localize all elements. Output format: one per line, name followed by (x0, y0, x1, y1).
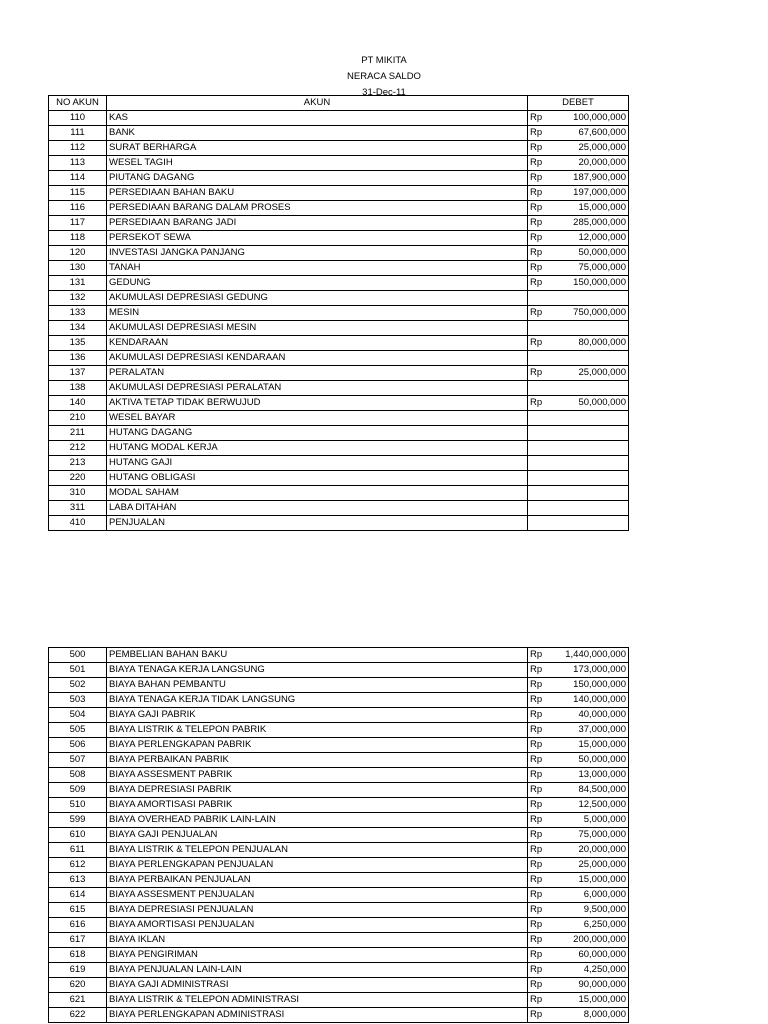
table-row (49, 276, 629, 291)
debit-amount: 6,000,000 (558, 888, 629, 903)
debit-amount: 9,500,000 (558, 903, 629, 918)
table-row (49, 723, 629, 738)
account-name: BIAYA PENGIRIMAN (107, 948, 528, 963)
account-number: 622 (49, 1008, 107, 1023)
account-number: 612 (49, 858, 107, 873)
account-name: BIAYA PERLENGKAPAN ADMINISTRASI (107, 1008, 528, 1023)
debit-amount: 173,000,000 (558, 663, 629, 678)
account-number: 508 (49, 768, 107, 783)
currency-label: Rp (528, 888, 559, 903)
account-number: 212 (49, 441, 107, 456)
account-number: 117 (49, 216, 107, 231)
table-row (49, 261, 629, 276)
table-row (49, 978, 629, 993)
debit-amount: 187,900,000 (558, 171, 629, 186)
debit-amount: 100,000,000 (558, 111, 629, 126)
currency-label: Rp (528, 723, 559, 738)
account-name: KAS (107, 111, 528, 126)
currency-label: Rp (528, 693, 559, 708)
table-row (49, 768, 629, 783)
debit-amount: 37,000,000 (558, 723, 629, 738)
currency-label: Rp (528, 648, 559, 663)
debit-amount: 285,000,000 (558, 216, 629, 231)
account-name: BIAYA DEPRESIASI PABRIK (107, 783, 528, 798)
account-name: BIAYA GAJI ADMINISTRASI (107, 978, 528, 993)
account-number: 611 (49, 843, 107, 858)
account-number: 618 (49, 948, 107, 963)
currency-label: Rp (528, 678, 559, 693)
table-row (49, 693, 629, 708)
account-name: BIAYA PERLENGKAPAN PABRIK (107, 738, 528, 753)
table-row (49, 111, 629, 126)
table-row (49, 828, 629, 843)
debit-amount: 150,000,000 (558, 276, 629, 291)
account-number: 610 (49, 828, 107, 843)
account-name: BIAYA AMORTISASI PENJUALAN (107, 918, 528, 933)
account-name: BIAYA GAJI PABRIK (107, 708, 528, 723)
table-row (49, 186, 629, 201)
account-number: 410 (49, 516, 107, 531)
table-row (49, 933, 629, 948)
debit-amount: 12,500,000 (558, 798, 629, 813)
table-row (49, 738, 629, 753)
account-name: HUTANG MODAL KERJA (107, 441, 528, 456)
table-row (49, 306, 629, 321)
debit-amount: 25,000,000 (558, 366, 629, 381)
debit-amount: 20,000,000 (558, 156, 629, 171)
account-number: 614 (49, 888, 107, 903)
account-number: 507 (49, 753, 107, 768)
account-number: 137 (49, 366, 107, 381)
debit-amount: 60,000,000 (558, 948, 629, 963)
account-number: 111 (49, 126, 107, 141)
table-row (49, 141, 629, 156)
table-row (49, 351, 629, 366)
account-number: 210 (49, 411, 107, 426)
currency-label (528, 501, 559, 516)
currency-label: Rp (528, 276, 559, 291)
account-number: 620 (49, 978, 107, 993)
currency-label: Rp (528, 903, 559, 918)
table-row (49, 708, 629, 723)
debit-amount: 50,000,000 (558, 396, 629, 411)
debit-amount: 750,000,000 (558, 306, 629, 321)
currency-label: Rp (528, 156, 559, 171)
debit-amount: 15,000,000 (558, 873, 629, 888)
debit-amount: 12,000,000 (558, 231, 629, 246)
account-number: 311 (49, 501, 107, 516)
account-number: 138 (49, 381, 107, 396)
account-name: PERSEKOT SEWA (107, 231, 528, 246)
account-name: BIAYA DEPRESIASI PENJUALAN (107, 903, 528, 918)
account-name: AKUMULASI DEPRESIASI KENDARAAN (107, 351, 528, 366)
header-debet: DEBET (528, 96, 629, 111)
account-name: PENJUALAN (107, 516, 528, 531)
account-name: AKUMULASI DEPRESIASI MESIN (107, 321, 528, 336)
account-name: AKUMULASI DEPRESIASI PERALATAN (107, 381, 528, 396)
account-name: MESIN (107, 306, 528, 321)
debit-amount: 25,000,000 (558, 858, 629, 873)
currency-label: Rp (528, 201, 559, 216)
table-row (49, 336, 629, 351)
account-number: 501 (49, 663, 107, 678)
debit-amount: 84,500,000 (558, 783, 629, 798)
account-number: 120 (49, 246, 107, 261)
account-name: INVESTASI JANGKA PANJANG (107, 246, 528, 261)
account-name: HUTANG GAJI (107, 456, 528, 471)
account-name: BIAYA PERLENGKAPAN PENJUALAN (107, 858, 528, 873)
currency-label: Rp (528, 783, 559, 798)
currency-label: Rp (528, 873, 559, 888)
currency-label (528, 486, 559, 501)
debit-amount: 1,440,000,000 (558, 648, 629, 663)
account-number: 134 (49, 321, 107, 336)
account-number: 615 (49, 903, 107, 918)
account-number: 116 (49, 201, 107, 216)
account-name: BIAYA LISTRIK & TELEPON PENJUALAN (107, 843, 528, 858)
table-row (49, 918, 629, 933)
table-row (49, 231, 629, 246)
debit-amount: 75,000,000 (558, 261, 629, 276)
debit-amount (558, 321, 629, 336)
table-body-top (49, 111, 629, 531)
debit-amount (558, 486, 629, 501)
report-header (0, 53, 768, 101)
currency-label (528, 456, 559, 471)
debit-amount (558, 381, 629, 396)
table-row (49, 843, 629, 858)
table-row (49, 381, 629, 396)
table-row (49, 678, 629, 693)
account-number: 509 (49, 783, 107, 798)
currency-label: Rp (528, 918, 559, 933)
currency-label (528, 411, 559, 426)
account-name: LABA DITAHAN (107, 501, 528, 516)
currency-label: Rp (528, 261, 559, 276)
account-name: HUTANG OBLIGASI (107, 471, 528, 486)
account-name: BIAYA TENAGA KERJA TIDAK LANGSUNG (107, 693, 528, 708)
header-no-akun: NO AKUN (49, 96, 107, 111)
table-row (49, 156, 629, 171)
account-number: 118 (49, 231, 107, 246)
account-number: 213 (49, 456, 107, 471)
debit-amount: 15,000,000 (558, 201, 629, 216)
table-row (49, 948, 629, 963)
table-row (49, 813, 629, 828)
account-name: PEMBELIAN BAHAN BAKU (107, 648, 528, 663)
account-number: 140 (49, 396, 107, 411)
table-row (49, 798, 629, 813)
table-row (49, 888, 629, 903)
debit-amount: 6,250,000 (558, 918, 629, 933)
table-row (49, 366, 629, 381)
account-number: 506 (49, 738, 107, 753)
debit-amount (558, 456, 629, 471)
table-row (49, 441, 629, 456)
table-row (49, 501, 629, 516)
debit-amount: 50,000,000 (558, 246, 629, 261)
table-row (49, 486, 629, 501)
table-row (49, 1008, 629, 1023)
currency-label: Rp (528, 753, 559, 768)
account-name: BIAYA LISTRIK & TELEPON PABRIK (107, 723, 528, 738)
debit-amount (558, 426, 629, 441)
table-row (49, 858, 629, 873)
account-number: 135 (49, 336, 107, 351)
currency-label: Rp (528, 111, 559, 126)
header-akun: AKUN (107, 96, 528, 111)
account-name: MODAL SAHAM (107, 486, 528, 501)
table-row (49, 426, 629, 441)
account-name: AKTIVA TETAP TIDAK BERWUJUD (107, 396, 528, 411)
currency-label: Rp (528, 171, 559, 186)
debit-amount: 20,000,000 (558, 843, 629, 858)
table-row (49, 783, 629, 798)
account-name: HUTANG DAGANG (107, 426, 528, 441)
account-number: 114 (49, 171, 107, 186)
table-row (49, 663, 629, 678)
currency-label: Rp (528, 708, 559, 723)
account-name: BIAYA PERBAIKAN PENJUALAN (107, 873, 528, 888)
account-number: 115 (49, 186, 107, 201)
debit-amount: 200,000,000 (558, 933, 629, 948)
table-row (49, 456, 629, 471)
currency-label (528, 516, 559, 531)
account-number: 132 (49, 291, 107, 306)
currency-label: Rp (528, 843, 559, 858)
currency-label: Rp (528, 216, 559, 231)
currency-label: Rp (528, 186, 559, 201)
currency-label: Rp (528, 798, 559, 813)
currency-label: Rp (528, 858, 559, 873)
table-header-row (49, 96, 629, 111)
debit-amount: 5,000,000 (558, 813, 629, 828)
debit-amount: 150,000,000 (558, 678, 629, 693)
currency-label (528, 321, 559, 336)
table-row (49, 753, 629, 768)
currency-label: Rp (528, 663, 559, 678)
table-row (49, 993, 629, 1008)
currency-label (528, 426, 559, 441)
account-number: 136 (49, 351, 107, 366)
account-number: 110 (49, 111, 107, 126)
account-name: GEDUNG (107, 276, 528, 291)
debit-amount: 25,000,000 (558, 141, 629, 156)
currency-label: Rp (528, 306, 559, 321)
account-number: 130 (49, 261, 107, 276)
currency-label: Rp (528, 933, 559, 948)
debit-amount (558, 441, 629, 456)
table-row (49, 516, 629, 531)
account-name: PERSEDIAAN BAHAN BAKU (107, 186, 528, 201)
debit-amount: 90,000,000 (558, 978, 629, 993)
table-row (49, 216, 629, 231)
account-number: 510 (49, 798, 107, 813)
currency-label: Rp (528, 963, 559, 978)
account-number: 504 (49, 708, 107, 723)
table-row (49, 411, 629, 426)
debit-amount: 40,000,000 (558, 708, 629, 723)
table-row (49, 201, 629, 216)
account-name: BIAYA AMORTISASI PABRIK (107, 798, 528, 813)
account-name: BIAYA ASSESMENT PABRIK (107, 768, 528, 783)
report-date: 31-Dec-11 (362, 87, 406, 98)
table-row (49, 648, 629, 663)
currency-label (528, 381, 559, 396)
currency-label (528, 351, 559, 366)
debit-amount (558, 411, 629, 426)
trial-balance-table-bottom (48, 647, 629, 1023)
debit-amount (558, 291, 629, 306)
account-name: BIAYA ASSESMENT PENJUALAN (107, 888, 528, 903)
account-number: 502 (49, 678, 107, 693)
account-number: 500 (49, 648, 107, 663)
debit-amount: 15,000,000 (558, 738, 629, 753)
account-number: 617 (49, 933, 107, 948)
company-name: PT MIKITA (361, 55, 407, 66)
account-number: 131 (49, 276, 107, 291)
debit-amount: 15,000,000 (558, 993, 629, 1008)
currency-label: Rp (528, 336, 559, 351)
table-row (49, 126, 629, 141)
currency-label (528, 441, 559, 456)
account-number: 505 (49, 723, 107, 738)
account-number: 220 (49, 471, 107, 486)
currency-label: Rp (528, 126, 559, 141)
debit-amount: 13,000,000 (558, 768, 629, 783)
account-number: 613 (49, 873, 107, 888)
table-row (49, 171, 629, 186)
table-row (49, 903, 629, 918)
debit-amount (558, 471, 629, 486)
currency-label (528, 471, 559, 486)
account-name: BIAYA OVERHEAD PABRIK LAIN-LAIN (107, 813, 528, 828)
debit-amount (558, 351, 629, 366)
debit-amount (558, 516, 629, 531)
account-number: 133 (49, 306, 107, 321)
debit-amount: 50,000,000 (558, 753, 629, 768)
table-row (49, 873, 629, 888)
debit-amount: 140,000,000 (558, 693, 629, 708)
currency-label: Rp (528, 1008, 559, 1023)
currency-label: Rp (528, 813, 559, 828)
debit-amount: 75,000,000 (558, 828, 629, 843)
debit-amount: 4,250,000 (558, 963, 629, 978)
currency-label: Rp (528, 231, 559, 246)
currency-label: Rp (528, 366, 559, 381)
account-number: 503 (49, 693, 107, 708)
debit-amount (558, 501, 629, 516)
currency-label: Rp (528, 768, 559, 783)
table-row (49, 246, 629, 261)
account-name: PERALATAN (107, 366, 528, 381)
table-body-bottom (49, 648, 629, 1023)
account-name: BIAYA IKLAN (107, 933, 528, 948)
account-name: BIAYA TENAGA KERJA LANGSUNG (107, 663, 528, 678)
account-name: BIAYA PERBAIKAN PABRIK (107, 753, 528, 768)
account-name: WESEL BAYAR (107, 411, 528, 426)
account-number: 310 (49, 486, 107, 501)
debit-amount: 67,600,000 (558, 126, 629, 141)
account-number: 112 (49, 141, 107, 156)
table-row (49, 963, 629, 978)
account-name: WESEL TAGIH (107, 156, 528, 171)
account-name: BIAYA LISTRIK & TELEPON ADMINISTRASI (107, 993, 528, 1008)
account-number: 113 (49, 156, 107, 171)
table-row (49, 396, 629, 411)
currency-label: Rp (528, 828, 559, 843)
debit-amount: 8,000,000 (558, 1008, 629, 1023)
account-name: KENDARAAN (107, 336, 528, 351)
currency-label: Rp (528, 993, 559, 1008)
table-row (49, 291, 629, 306)
account-name: PERSEDIAAN BARANG JADI (107, 216, 528, 231)
debit-amount: 80,000,000 (558, 336, 629, 351)
table-row (49, 471, 629, 486)
account-name: BANK (107, 126, 528, 141)
account-number: 616 (49, 918, 107, 933)
currency-label: Rp (528, 738, 559, 753)
account-number: 619 (49, 963, 107, 978)
account-name: PIUTANG DAGANG (107, 171, 528, 186)
currency-label: Rp (528, 948, 559, 963)
account-name: BIAYA GAJI PENJUALAN (107, 828, 528, 843)
account-name: AKUMULASI DEPRESIASI GEDUNG (107, 291, 528, 306)
account-number: 599 (49, 813, 107, 828)
account-number: 621 (49, 993, 107, 1008)
debit-amount: 197,000,000 (558, 186, 629, 201)
currency-label (528, 291, 559, 306)
account-name: SURAT BERHARGA (107, 141, 528, 156)
report-title: NERACA SALDO (347, 71, 421, 82)
table-row (49, 321, 629, 336)
account-name: BIAYA BAHAN PEMBANTU (107, 678, 528, 693)
account-name: TANAH (107, 261, 528, 276)
account-number: 211 (49, 426, 107, 441)
currency-label: Rp (528, 141, 559, 156)
trial-balance-table-top (48, 95, 629, 531)
currency-label: Rp (528, 246, 559, 261)
currency-label: Rp (528, 396, 559, 411)
account-name: BIAYA PENJUALAN LAIN-LAIN (107, 963, 528, 978)
account-name: PERSEDIAAN BARANG DALAM PROSES (107, 201, 528, 216)
currency-label: Rp (528, 978, 559, 993)
